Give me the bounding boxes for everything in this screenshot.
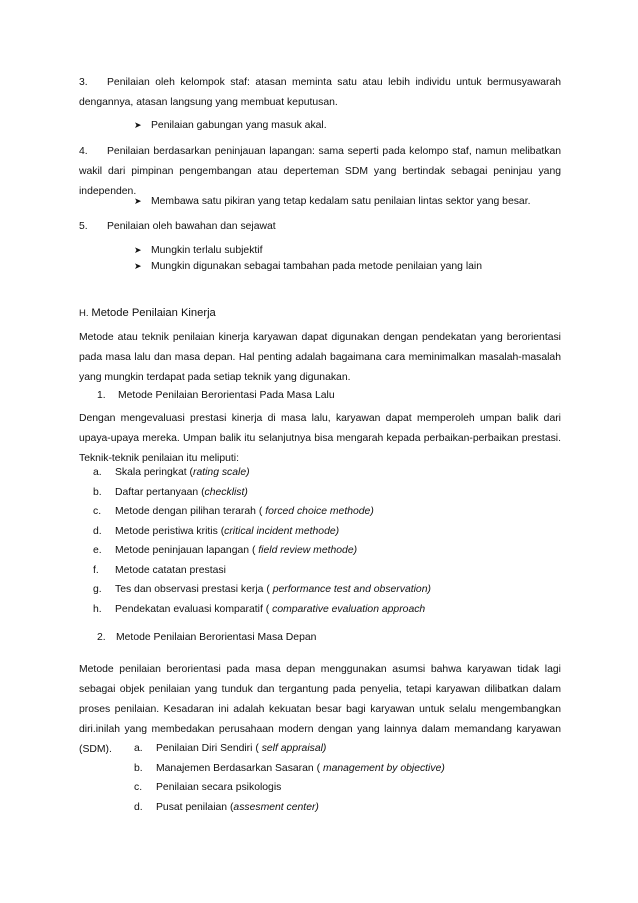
bullet-text: Membawa satu pikiran yang tetap kedalam satu penilaian lintas sektor yang besar.	[151, 196, 531, 207]
list-letter: h.	[93, 603, 102, 615]
list-text: Metode peristiwa kritis	[115, 525, 221, 537]
list-letter: d.	[134, 801, 143, 813]
list-term: critical incident methode)	[224, 525, 340, 537]
list-letter: d.	[93, 525, 102, 537]
list-term: forced choice methode)	[265, 506, 374, 517]
list-text: Metode catatan prestasi	[115, 564, 226, 576]
list-paren: (	[251, 545, 259, 556]
list-text: Daftar pertanyaan	[115, 486, 202, 498]
list-letter: c.	[134, 782, 143, 793]
bullet-item	[134, 117, 327, 134]
list-text: Penilaian Diri Sendiri	[156, 743, 256, 754]
list-text: Manajemen Berdasarkan Sasaran	[156, 762, 317, 774]
section-heading	[79, 305, 216, 322]
subsection-2-paragraph: Metode penilaian berorientasi pada masa depan menggunakan asumsi bahwa karyawan tidak lagi sebagai objek penilaian yang tunduk dan tergantung pada penyelia, tetapi karyawan dilibatkan dalam proses penilaian. Kesadaran ini adalah kekuatan besar bagi karyawan untuk selalu mengembangkan diri.inilah yang membedakan perusahaan modern dengan yang lainnya dalam memandang karyawan (SDM).	[79, 664, 561, 755]
list-item	[93, 602, 425, 618]
list-item	[93, 563, 226, 579]
list-item	[93, 582, 431, 598]
list-text: Metode dengan pilihan terarah	[115, 506, 259, 517]
list-item	[93, 485, 248, 501]
list-term: management by objective)	[322, 762, 445, 774]
bullet-text: Penilaian gabungan yang masuk akal.	[151, 120, 327, 131]
paragraph-text: Penilaian oleh kelompok staf: atasan meminta satu atau lebih individu untuk bermusyawarah dengannya, atasan langsung yang membuat keputusan.	[79, 77, 561, 108]
bullet-text: Mungkin terlalu subjektif	[151, 245, 263, 256]
bullet-item	[134, 193, 530, 210]
subsection-title: Metode Penilaian Berorientasi Pada Masa Lalu	[118, 390, 335, 401]
list-item	[134, 780, 281, 796]
list-item	[93, 465, 250, 481]
list-paren: (	[189, 467, 193, 478]
arrow-bullet-icon: ➤	[134, 245, 142, 255]
list-text: Pendekatan evaluasi komparatif	[115, 603, 266, 615]
list-paren: (	[266, 584, 273, 595]
list-text: Pusat penilaian	[156, 801, 230, 813]
arrow-bullet-icon: ➤	[134, 120, 142, 130]
list-paren: (	[258, 506, 266, 517]
paragraph-item-5	[79, 219, 276, 235]
list-letter: a.	[93, 467, 102, 478]
list-text: Metode peninjauan lapangan	[115, 545, 252, 556]
list-letter: b.	[93, 486, 102, 498]
paragraph-item-3	[79, 73, 561, 113]
list-letter: b.	[134, 762, 143, 774]
section-title: Metode Penilaian Kinerja	[91, 307, 216, 319]
item-number: 5.	[79, 221, 88, 232]
list-term: field review methode)	[258, 545, 358, 556]
list-term: self appraisal)	[261, 743, 327, 754]
list-item	[134, 800, 319, 816]
list-term: checklist)	[204, 486, 248, 498]
list-letter: e.	[93, 545, 102, 556]
section-letter: H.	[79, 308, 89, 319]
list-text: Skala peringkat	[115, 467, 190, 478]
list-term: rating scale)	[192, 467, 250, 478]
list-paren: (	[316, 762, 323, 774]
subsection-title: Metode Penilaian Berorientasi Masa Depan	[116, 632, 317, 643]
list-term: performance test and observation)	[272, 584, 431, 595]
bullet-item	[134, 258, 482, 275]
bullet-item	[134, 242, 262, 259]
paragraph-text: Penilaian oleh bawahan dan sejawat	[107, 221, 276, 232]
list-item	[93, 543, 357, 559]
subsection-number: 2.	[97, 632, 106, 643]
list-paren: (	[255, 743, 262, 754]
arrow-bullet-icon: ➤	[134, 261, 142, 271]
list-letter: c.	[93, 506, 102, 517]
item-number: 4.	[79, 146, 88, 157]
subsection-number: 1.	[97, 390, 106, 401]
list-item	[93, 524, 339, 540]
list-term: comparative evaluation approach	[272, 603, 426, 615]
list-letter: f.	[93, 564, 99, 576]
list-paren: (	[265, 603, 273, 615]
list-paren: (	[220, 525, 225, 537]
subsection-heading-2	[97, 630, 316, 646]
bullet-text: Mungkin digunakan sebagai tambahan pada metode penilaian yang lain	[151, 261, 483, 272]
arrow-bullet-icon: ➤	[134, 196, 142, 206]
intro-paragraph: Metode atau teknik penilaian kinerja karyawan dapat digunakan dengan pendekatan yang berorientasi pada masa lalu dan masa depan. Hal penting adalah bagaimana cara meminimalkan masalah-masalah yang mungkin terdapat pada setiap teknik yang digunakan.	[79, 332, 561, 383]
list-letter: a.	[134, 743, 143, 754]
paragraph-text: Penilaian berdasarkan peninjauan lapangan: sama seperti pada kelompo staf, namun melibatkan wakil dari pimpinan pengembangan atau deperteman SDM yang bertindak sebagai peninjau yang independen.	[79, 146, 561, 197]
list-item	[93, 504, 374, 520]
subsection-heading-1	[97, 388, 335, 404]
list-item	[134, 761, 445, 777]
list-paren: (	[201, 486, 205, 498]
list-letter: g.	[93, 584, 102, 595]
subsection-1-paragraph: Dengan mengevaluasi prestasi kinerja di masa lalu, karyawan dapat memperoleh umpan balik dari upaya-upaya mereka. Umpan balik itu selanjutnya bisa mengarah kepada perbaikan-perbaikan prestasi. Teknik-teknik penilaian itu meliputi:	[79, 413, 561, 464]
list-paren: (	[229, 801, 234, 813]
list-term: assesment center)	[233, 801, 319, 813]
list-text: Penilaian secara psikologis	[156, 782, 282, 793]
list-text: Tes dan observasi prestasi kerja	[115, 584, 267, 595]
item-number: 3.	[79, 77, 88, 88]
list-item	[134, 741, 326, 757]
